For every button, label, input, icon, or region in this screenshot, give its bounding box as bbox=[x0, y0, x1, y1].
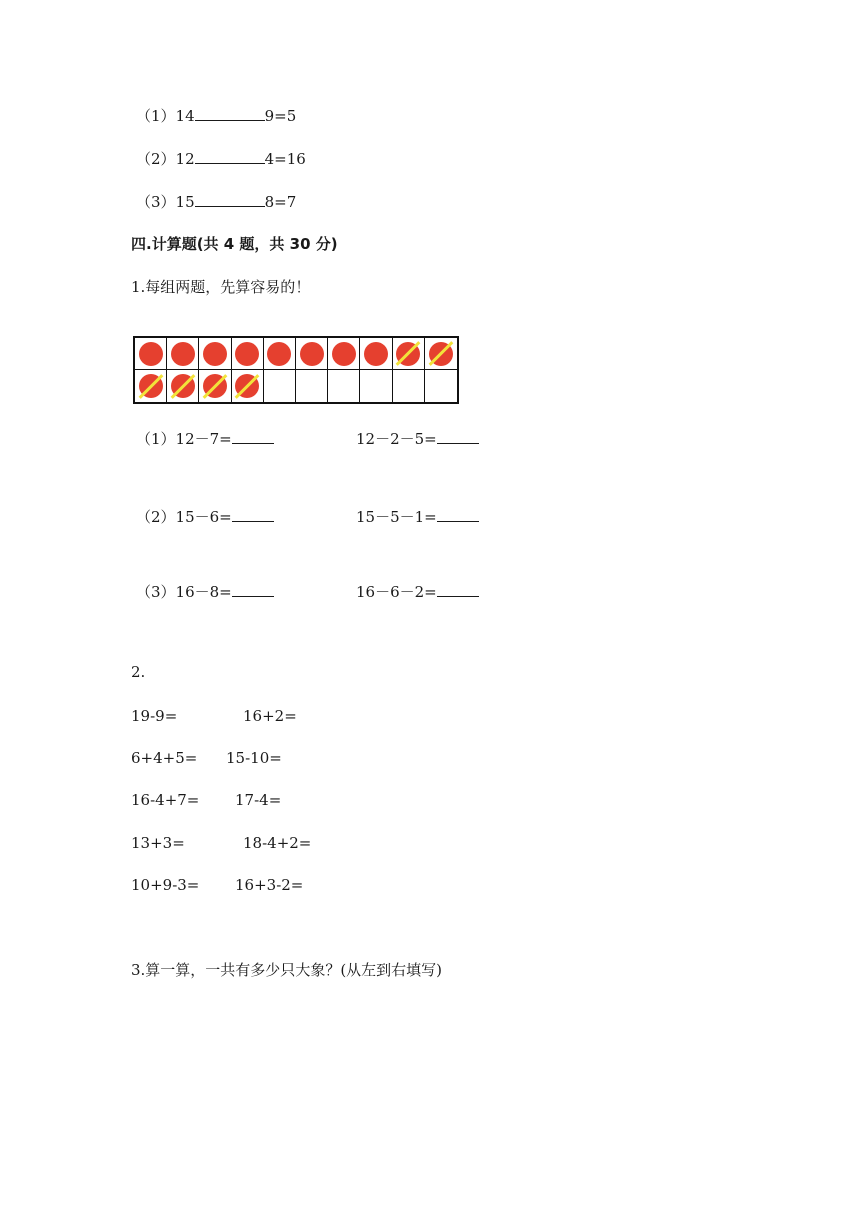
ten-frame-cell bbox=[135, 370, 167, 402]
red-counter-icon bbox=[171, 342, 195, 366]
ten-frame-cell bbox=[328, 370, 360, 402]
q1-row-2-right bbox=[356, 507, 479, 527]
equation: （1）12－7= bbox=[136, 430, 232, 448]
section-title: 四.计算题(共 4 题，共 30 分) bbox=[131, 235, 338, 253]
q2-row-1-left: 19-9= bbox=[131, 707, 178, 725]
equation: （2）15－6= bbox=[136, 508, 232, 526]
equation: 15－5－1= bbox=[356, 508, 437, 526]
fill-item-prefix: （3）15 bbox=[136, 193, 195, 211]
ten-frame-cell bbox=[393, 338, 425, 370]
question-3-title: 3.算一算，一共有多少只大象？(从左到右填写) bbox=[131, 961, 443, 979]
q2-row-2-right: 15-10= bbox=[226, 749, 282, 767]
answer-blank[interactable] bbox=[232, 507, 274, 522]
ten-frame-cell bbox=[264, 338, 296, 370]
fill-item-suffix: 9=5 bbox=[264, 107, 297, 125]
fill-item-3 bbox=[136, 192, 296, 212]
equation: 16－6－2= bbox=[356, 583, 437, 601]
ten-frame-cell bbox=[296, 370, 328, 402]
answer-blank[interactable] bbox=[437, 507, 479, 522]
equation: （3）16－8= bbox=[136, 583, 232, 601]
red-counter-icon bbox=[235, 342, 259, 366]
fill-item-suffix: 8=7 bbox=[264, 193, 297, 211]
answer-blank[interactable] bbox=[195, 192, 265, 207]
red-counter-icon bbox=[267, 342, 291, 366]
ten-frame-cell bbox=[232, 338, 264, 370]
q1-row-3-right bbox=[356, 582, 479, 602]
q1-row-1-right bbox=[356, 429, 479, 449]
fill-item-prefix: （2）12 bbox=[136, 150, 195, 168]
ten-frame-cell bbox=[232, 370, 264, 402]
red-counter-icon bbox=[332, 342, 356, 366]
ten-frame-cell bbox=[199, 370, 231, 402]
equation: 12－2－5= bbox=[356, 430, 437, 448]
ten-frame-cell bbox=[167, 370, 199, 402]
ten-frame-cell bbox=[360, 370, 392, 402]
fill-item-2 bbox=[136, 149, 306, 169]
answer-blank[interactable] bbox=[232, 582, 274, 597]
answer-blank[interactable] bbox=[195, 106, 265, 121]
q2-row-5-right: 16+3-2= bbox=[235, 876, 304, 894]
fill-item-1 bbox=[136, 106, 296, 126]
red-counter-icon bbox=[139, 342, 163, 366]
ten-frame-cell bbox=[167, 338, 199, 370]
answer-blank[interactable] bbox=[195, 149, 265, 164]
q2-row-4-left: 13+3= bbox=[131, 834, 185, 852]
question-2-title: 2. bbox=[131, 663, 146, 681]
ten-frame-cell bbox=[328, 338, 360, 370]
ten-frame-cell bbox=[425, 370, 457, 402]
q2-row-1-right: 16+2= bbox=[243, 707, 297, 725]
q2-row-3-left: 16-4+7= bbox=[131, 791, 200, 809]
answer-blank[interactable] bbox=[437, 429, 479, 444]
ten-frame-cell bbox=[264, 370, 296, 402]
ten-frame-cell bbox=[135, 338, 167, 370]
ten-frame bbox=[133, 336, 459, 404]
q1-row-2-left bbox=[136, 507, 274, 527]
ten-frame-cell bbox=[360, 338, 392, 370]
red-counter-icon bbox=[364, 342, 388, 366]
answer-blank[interactable] bbox=[232, 429, 274, 444]
answer-blank[interactable] bbox=[437, 582, 479, 597]
ten-frame-cell bbox=[393, 370, 425, 402]
red-counter-icon bbox=[203, 342, 227, 366]
q2-row-5-left: 10+9-3= bbox=[131, 876, 200, 894]
ten-frame-cell bbox=[296, 338, 328, 370]
question-1-title: 1.每组两题，先算容易的！ bbox=[131, 278, 311, 296]
fill-item-prefix: （1）14 bbox=[136, 107, 195, 125]
q1-row-3-left bbox=[136, 582, 274, 602]
ten-frame-cell bbox=[425, 338, 457, 370]
ten-frame-cell bbox=[199, 338, 231, 370]
q2-row-4-right: 18-4+2= bbox=[243, 834, 312, 852]
q1-row-1-left bbox=[136, 429, 274, 449]
fill-item-suffix: 4=16 bbox=[264, 150, 306, 168]
q2-row-3-right: 17-4= bbox=[235, 791, 282, 809]
red-counter-icon bbox=[300, 342, 324, 366]
q2-row-2-left: 6+4+5= bbox=[131, 749, 198, 767]
